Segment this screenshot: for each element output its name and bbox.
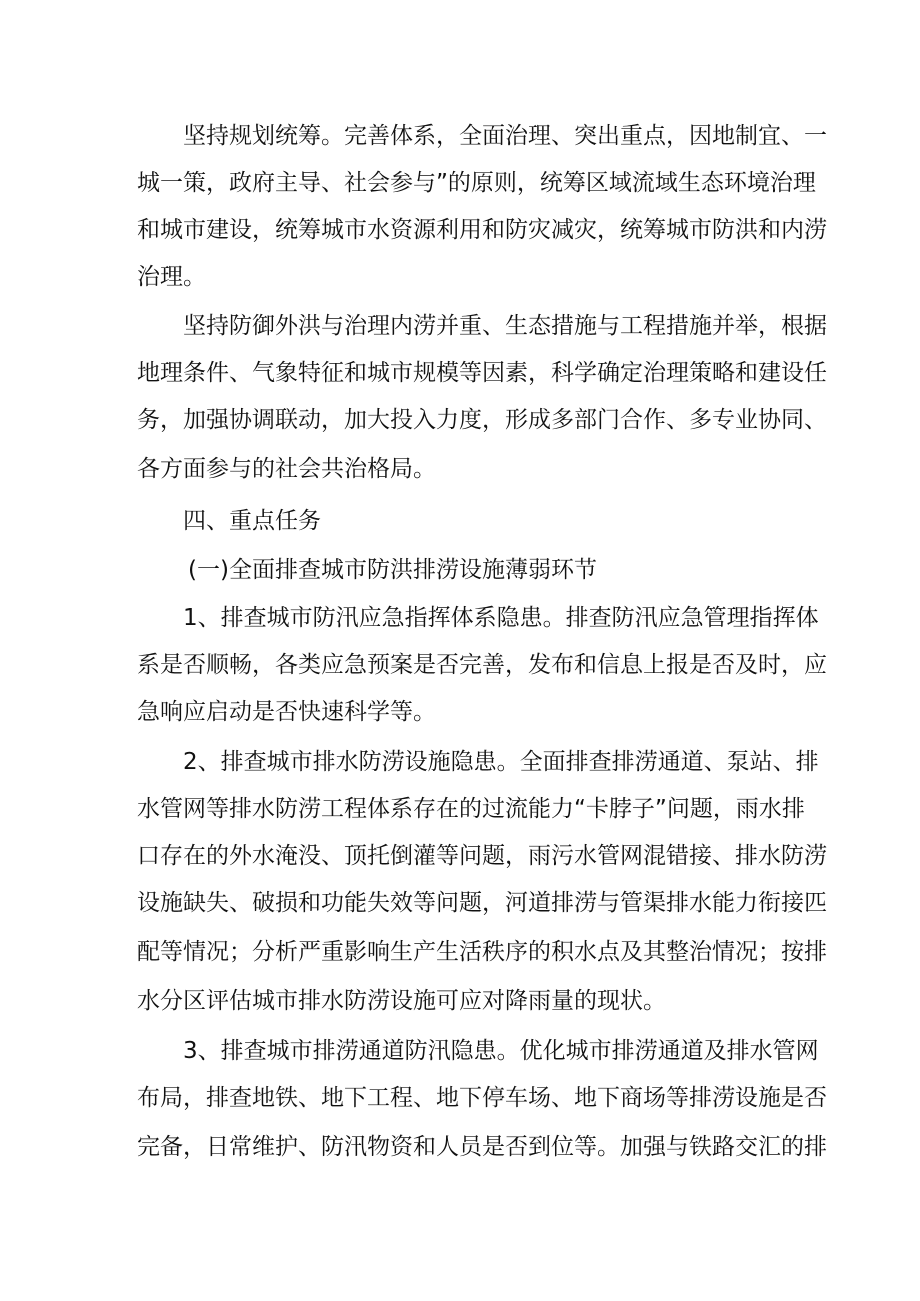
text-line: 水管网等排水防涝工程体系存在的过流能力“卡脖子”问题，雨水排 xyxy=(137,796,805,822)
subsection-heading: (一)全面排查城市防洪排涝设施薄弱环节 xyxy=(188,557,597,583)
text-line: 和城市建设，统筹城市水资源利用和防灾减灾，统筹城市防洪和内涝 xyxy=(137,217,827,243)
text-line: 2、排查城市排水防涝设施隐患。全面排查排涝通道、泵站、排 xyxy=(183,749,819,775)
text-line: 3、排查城市排涝通道防汛隐患。优化城市排涝通道及排水管网 xyxy=(183,1038,819,1064)
text-line: 地理条件、气象特征和城市规模等因素，科学确定治理策略和建设任 xyxy=(137,360,827,386)
text-line: 各方面参与的社会共治格局。 xyxy=(137,456,436,482)
text-line: 坚持规划统筹。完善体系，全面治理、突出重点，因地制宜、一 xyxy=(183,123,827,149)
text-line: 1、排查城市防汛应急指挥体系隐患。排查防汛应急管理指挥体 xyxy=(183,605,819,631)
text-line: 务，加强协调联动，加大投入力度，形成多部门合作、多专业协同、 xyxy=(137,407,827,433)
text-line: 水分区评估城市排水防涝设施可应对降雨量的现状。 xyxy=(137,988,666,1014)
text-line: 系是否顺畅，各类应急预案是否完善，发布和信息上报是否及时，应 xyxy=(137,652,827,678)
text-line: 完备，日常维护、防汛物资和人员是否到位等。加强与铁路交汇的排 xyxy=(137,1134,827,1160)
text-line: 治理。 xyxy=(137,264,206,290)
text-line: 城一策，政府主导、社会参与”的原则，统筹区域流域生态环境治理 xyxy=(137,170,816,196)
section-heading: 四、重点任务 xyxy=(183,508,321,534)
text-line: 坚持防御外洪与治理内涝并重、生态措施与工程措施并举，根据 xyxy=(183,313,827,339)
text-line: 设施缺失、破损和功能失效等问题，河道排涝与管渠排水能力衔接匹 xyxy=(137,890,827,916)
text-line: 配等情况；分析严重影响生产生活秩序的积水点及其整治情况；按排 xyxy=(137,939,827,965)
text-line: 口存在的外水淹没、顶托倒灌等问题，雨污水管网混错接、排水防涝 xyxy=(137,843,827,869)
text-line: 急响应启动是否快速科学等。 xyxy=(137,699,436,725)
text-line: 布局，排查地铁、地下工程、地下停车场、地下商场等排涝设施是否 xyxy=(137,1085,827,1111)
